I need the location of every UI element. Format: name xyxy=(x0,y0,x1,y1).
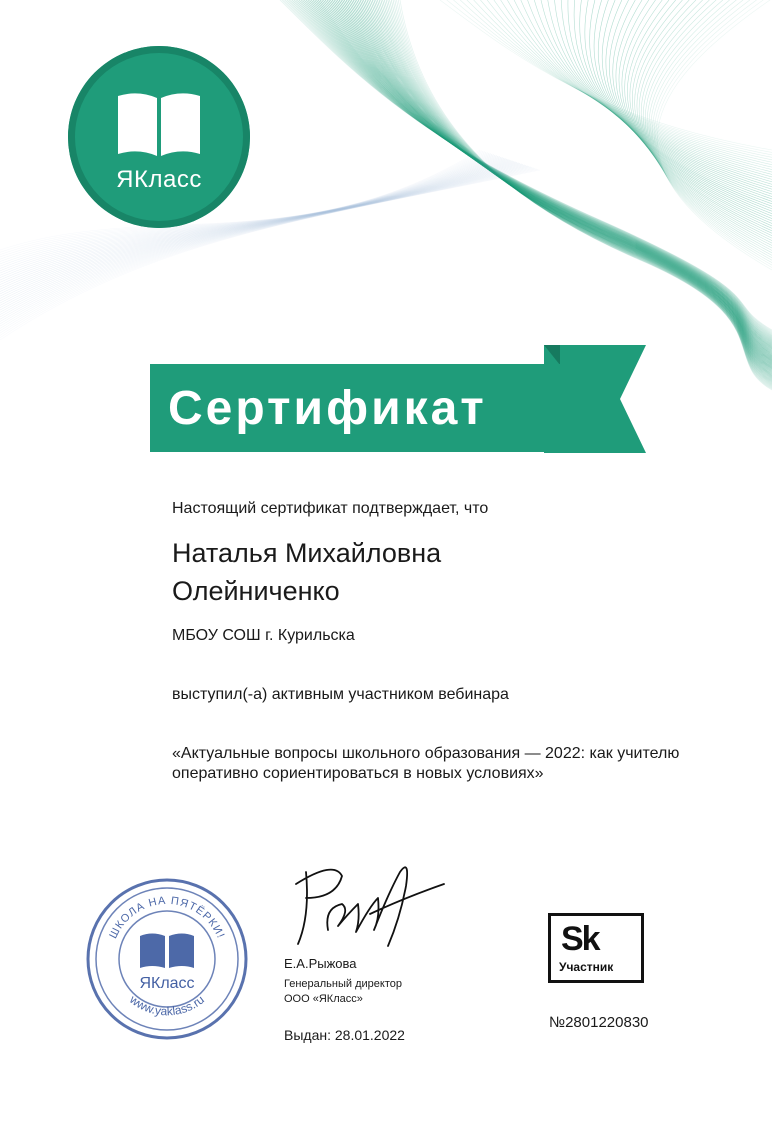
stamp-book-icon xyxy=(140,934,194,969)
school-name: МБОУ СОШ г. Курильска xyxy=(172,627,355,644)
signatory-name: Е.А.Рыжова xyxy=(284,956,357,971)
participation-text: выступил(-а) активным участником вебинара xyxy=(172,686,509,703)
signatory-position: Генеральный директор xyxy=(284,978,402,990)
svg-text:www.yaklass.ru xyxy=(126,992,207,1019)
recipient-name: Наталья Михайловна Олейниченко xyxy=(172,538,442,606)
handwritten-signature xyxy=(276,846,452,956)
certificate-title: Сертификат xyxy=(168,382,487,435)
stamp-bottom-text: www.yaklass.ru xyxy=(127,992,207,1019)
intro-text: Настоящий сертификат подтверждает, что xyxy=(172,500,489,517)
skolkovo-label: Участник xyxy=(559,960,614,974)
signatory-company: ООО «ЯКласс» xyxy=(284,993,363,1005)
skolkovo-logo: Sk xyxy=(561,920,599,958)
logo-text: ЯКласс xyxy=(116,166,202,193)
stamp-top-text: ШКОЛА НА ПЯТЁРКИ! xyxy=(107,894,227,941)
open-book-icon xyxy=(114,90,204,160)
stamp-center-text: ЯКласс xyxy=(139,975,195,992)
issue-date: Выдан: 28.01.2022 xyxy=(284,1027,405,1043)
skolkovo-participant-badge xyxy=(548,913,644,983)
yaklass-logo xyxy=(68,46,250,228)
school-stamp xyxy=(84,876,250,1042)
certificate-number: №2801220830 xyxy=(549,1014,649,1031)
webinar-topic: «Актуальные вопросы школьного образования — 2022: как учителю оперативно сориентироваться в новых условиях» xyxy=(172,745,680,782)
